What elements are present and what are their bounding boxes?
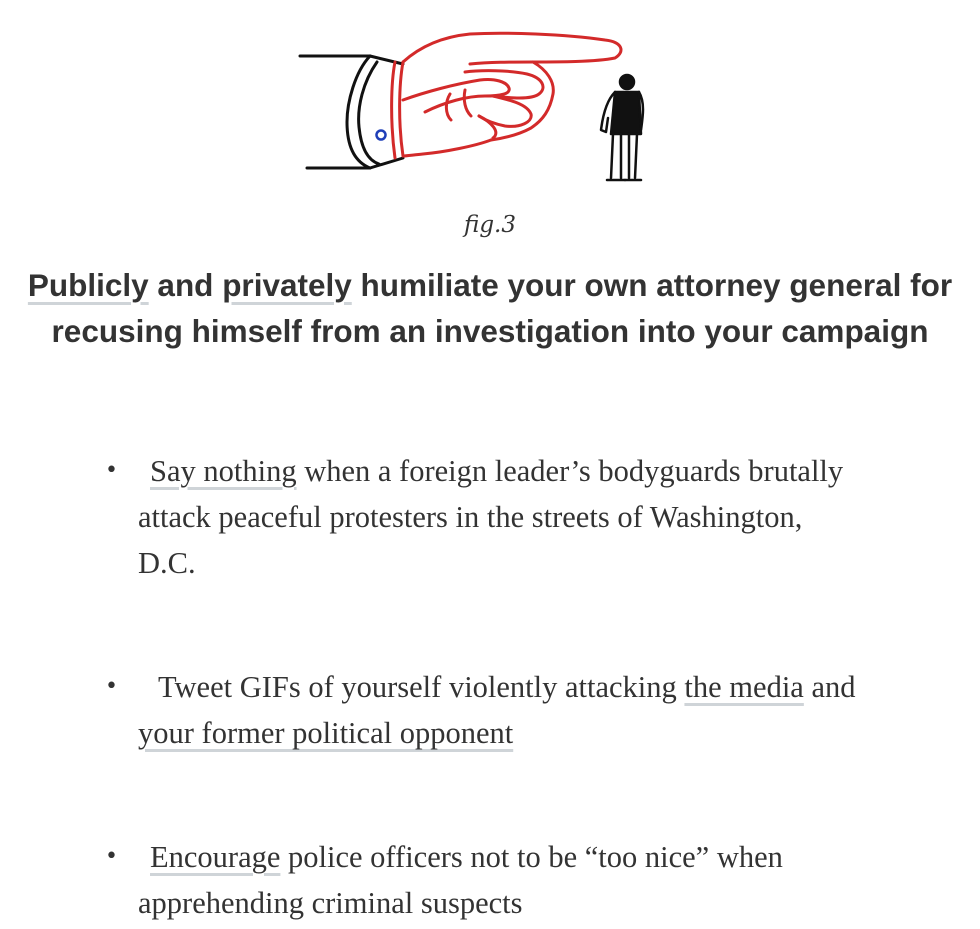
figure-caption: fig.3 — [463, 212, 516, 238]
bullet-marker: • — [105, 674, 118, 699]
bullet-list — [105, 448, 865, 926]
list-item — [105, 448, 865, 586]
cufflink-icon — [377, 131, 386, 140]
link-the-media[interactable]: the media — [684, 670, 804, 704]
headline — [20, 262, 960, 354]
headline-connector: and — [148, 267, 223, 303]
pointing-hand-icon — [295, 22, 655, 192]
standing-man-icon — [601, 75, 643, 180]
link-former-political-opponent[interactable]: your former political opponent — [138, 716, 514, 750]
bullet-text: when a foreign leader’s bodyguards brutally attack peaceful protesters in the streets of Washington, D.C. — [138, 454, 844, 580]
link-encourage[interactable]: Encourage — [150, 840, 281, 874]
link-say-nothing[interactable]: Say nothing — [150, 454, 297, 488]
bullet-text: police officers not to be “too nice” when apprehending criminal suspects — [138, 840, 783, 920]
list-item — [105, 834, 865, 926]
bullet-marker: • — [105, 458, 118, 483]
bullet-text: Tweet GIFs of yourself violently attacking — [158, 670, 685, 704]
list-item — [105, 664, 865, 756]
link-privately[interactable]: privately — [222, 267, 352, 303]
headline-rest: humiliate your own attorney general for recusing himself from an investigation into your campaign — [51, 267, 953, 349]
bullet-marker: • — [105, 844, 118, 869]
bullet-text: and — [803, 670, 856, 704]
link-publicly[interactable]: Publicly — [27, 267, 149, 303]
figure-illustration — [295, 22, 655, 192]
